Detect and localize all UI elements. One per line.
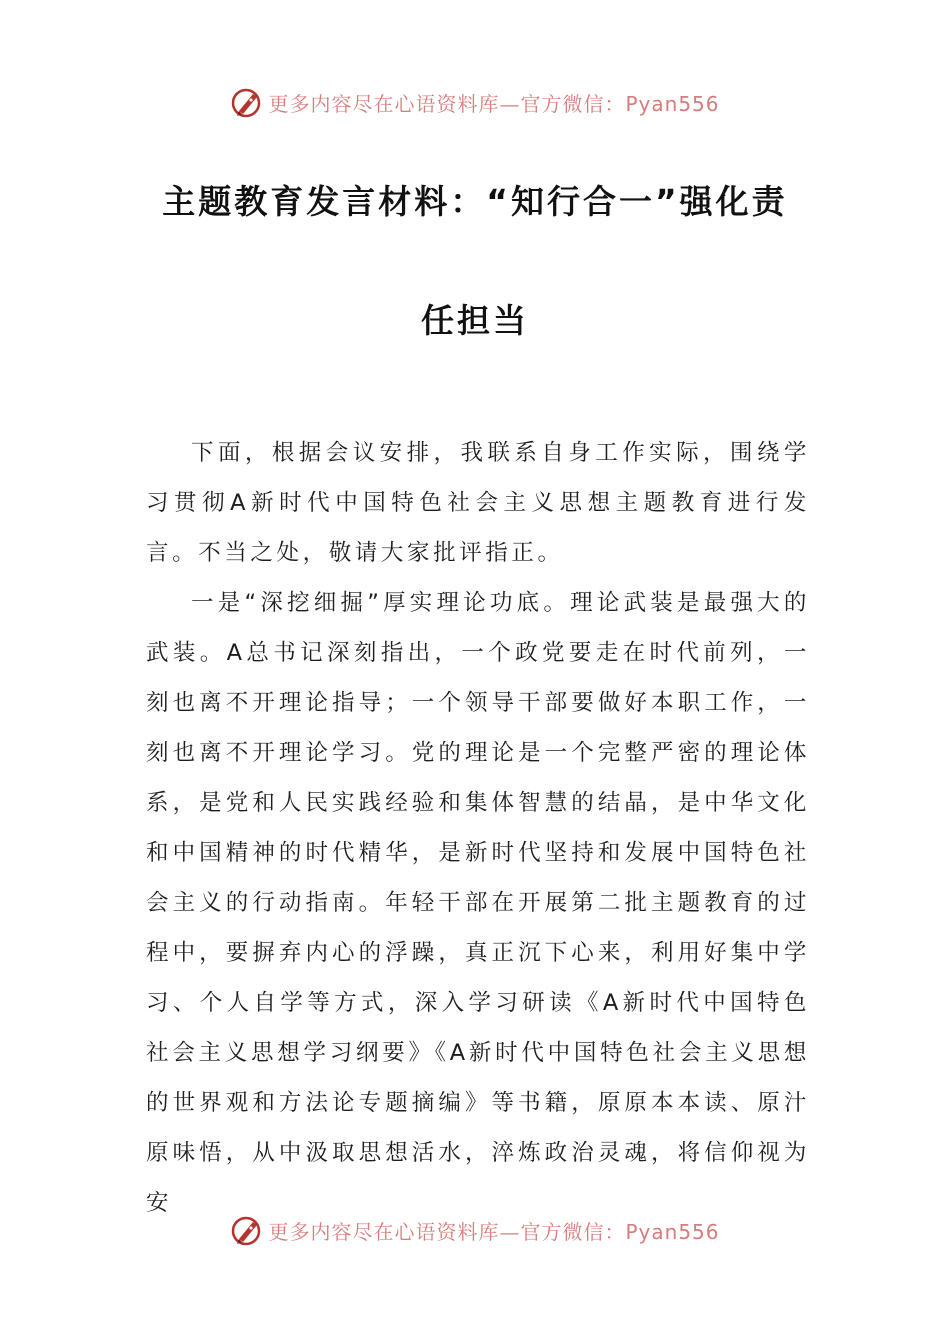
- footer-banner: [0, 1208, 950, 1252]
- wechat-id: Pyan556: [625, 1219, 720, 1244]
- pen-logo-icon: [230, 1213, 264, 1247]
- paragraph-point-one: 一是“深挖细掘”厚实理论功底。理论武装是最强大的武装。A总书记深刻指出，一个政党要走在时代前列，一刻也离不开理论指导；一个领导干部要做好本职工作，一刻也离不开理论学习。党的理论是一个完整严密的理论体系，是党和人民实践经验和集体智慧的结晶，是中华文化和中国精神的时代精华，是新时代坚持和发展中国特色社会主义的行动指南。年轻干部在开展第二批主题教育的过程中，要摒弃内心的浮躁，真正沉下心来，利用好集中学习、个人自学等方式，深入学习研读《A新时代中国特色社会主义思想学习纲要》《A新时代中国特色社会主义思想的世界观和方法论专题摘编》等书籍，原原本本读、原汁原味悟，从中汲取思想活水，淬炼政治灵魂，将信仰视为安: [146, 590, 810, 1216]
- header-banner: [0, 80, 950, 124]
- wechat-id: Pyan556: [625, 91, 720, 116]
- pen-logo-icon: [230, 85, 264, 119]
- banner-text: 更多内容尽在心语资料库—官方微信：Pyan556: [268, 91, 720, 116]
- document-title-line-1: 主题教育发言材料：“知行合一”强化责: [162, 182, 788, 221]
- document-title-line-2: 任担当: [421, 301, 529, 340]
- paragraph-intro: 下面，根据会议安排，我联系自身工作实际，围绕学习贯彻A新时代中国特色社会主义思想主题教育进行发言。不当之处，敬请大家批评指正。: [146, 440, 810, 566]
- document-body: [146, 428, 810, 1228]
- banner-text: 更多内容尽在心语资料库—官方微信：Pyan556: [268, 1219, 720, 1244]
